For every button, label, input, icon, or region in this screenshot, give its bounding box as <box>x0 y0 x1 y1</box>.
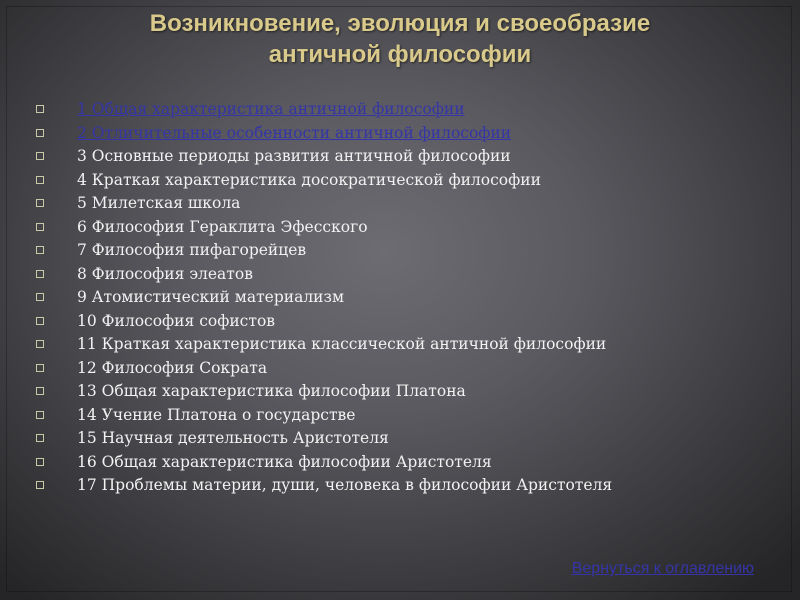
square-bullet-icon <box>36 458 44 466</box>
list-item <box>36 286 776 310</box>
square-bullet-icon <box>36 152 44 160</box>
list-item-label: 12 Философия Сократа <box>77 358 268 377</box>
list-item-label: 11 Краткая характеристика классической античной философии <box>77 335 607 353</box>
list-item <box>36 310 776 334</box>
list-item <box>36 451 776 475</box>
title-line-2: античной философии <box>268 41 532 68</box>
square-bullet-icon <box>36 129 44 137</box>
list-item-label: 8 Философия элеатов <box>77 264 253 283</box>
list-item-label: 4 Краткая характеристика досократической философии <box>77 170 541 189</box>
list-item-label: 15 Научная деятельность Аристотеля <box>77 429 389 447</box>
square-bullet-icon <box>36 340 44 348</box>
square-bullet-icon <box>36 387 44 395</box>
list-item-label: 5 Милетская школа <box>77 194 241 212</box>
square-bullet-icon <box>36 199 44 207</box>
list-item <box>36 474 776 498</box>
contents-list <box>36 98 776 498</box>
list-item <box>36 145 776 169</box>
list-item-label: 17 Проблемы материи, души, человека в философии Аристотеля <box>77 476 613 494</box>
square-bullet-icon <box>36 481 44 489</box>
slide-title <box>0 8 800 70</box>
list-item <box>36 216 776 240</box>
square-bullet-icon <box>36 246 44 254</box>
list-item <box>36 169 776 193</box>
list-item-label: 3 Основные периоды развития античной философии <box>77 147 511 165</box>
list-item <box>36 357 776 381</box>
square-bullet-icon <box>36 317 44 325</box>
list-item <box>36 239 776 263</box>
list-item <box>36 263 776 287</box>
square-bullet-icon <box>36 270 44 278</box>
back-to-contents-link[interactable]: Вернуться к оглавлению <box>571 560 754 577</box>
list-item <box>36 427 776 451</box>
contents-link[interactable]: 1 Общая характеристика античной философии <box>77 100 465 118</box>
square-bullet-icon <box>36 176 44 184</box>
square-bullet-icon <box>36 411 44 419</box>
list-item-label: 13 Общая характеристика философии Платона <box>77 382 466 400</box>
list-item <box>36 333 776 357</box>
list-item <box>36 404 776 428</box>
list-item-label: 9 Атомистический материализм <box>77 288 345 306</box>
square-bullet-icon <box>36 105 44 113</box>
square-bullet-icon <box>36 434 44 442</box>
list-item <box>36 380 776 404</box>
square-bullet-icon <box>36 364 44 372</box>
list-item <box>36 192 776 216</box>
list-item-label: 6 Философия Гераклита Эфесского <box>77 217 368 236</box>
list-item-label: 10 Философия софистов <box>77 311 275 330</box>
square-bullet-icon <box>36 293 44 301</box>
square-bullet-icon <box>36 223 44 231</box>
list-item[interactable] <box>36 98 776 122</box>
list-item-label: 14 Учение Платона о государстве <box>77 405 356 424</box>
list-item-label: 7 Философия пифагорейцев <box>77 241 307 259</box>
list-item-label: 16 Общая характеристика философии Аристотеля <box>77 452 492 471</box>
list-item[interactable] <box>36 122 776 146</box>
contents-link[interactable]: 2 Отличительные особенности античной философии <box>77 123 512 142</box>
title-line-1: Возникновение, эволюция и своеобразие <box>149 10 651 37</box>
